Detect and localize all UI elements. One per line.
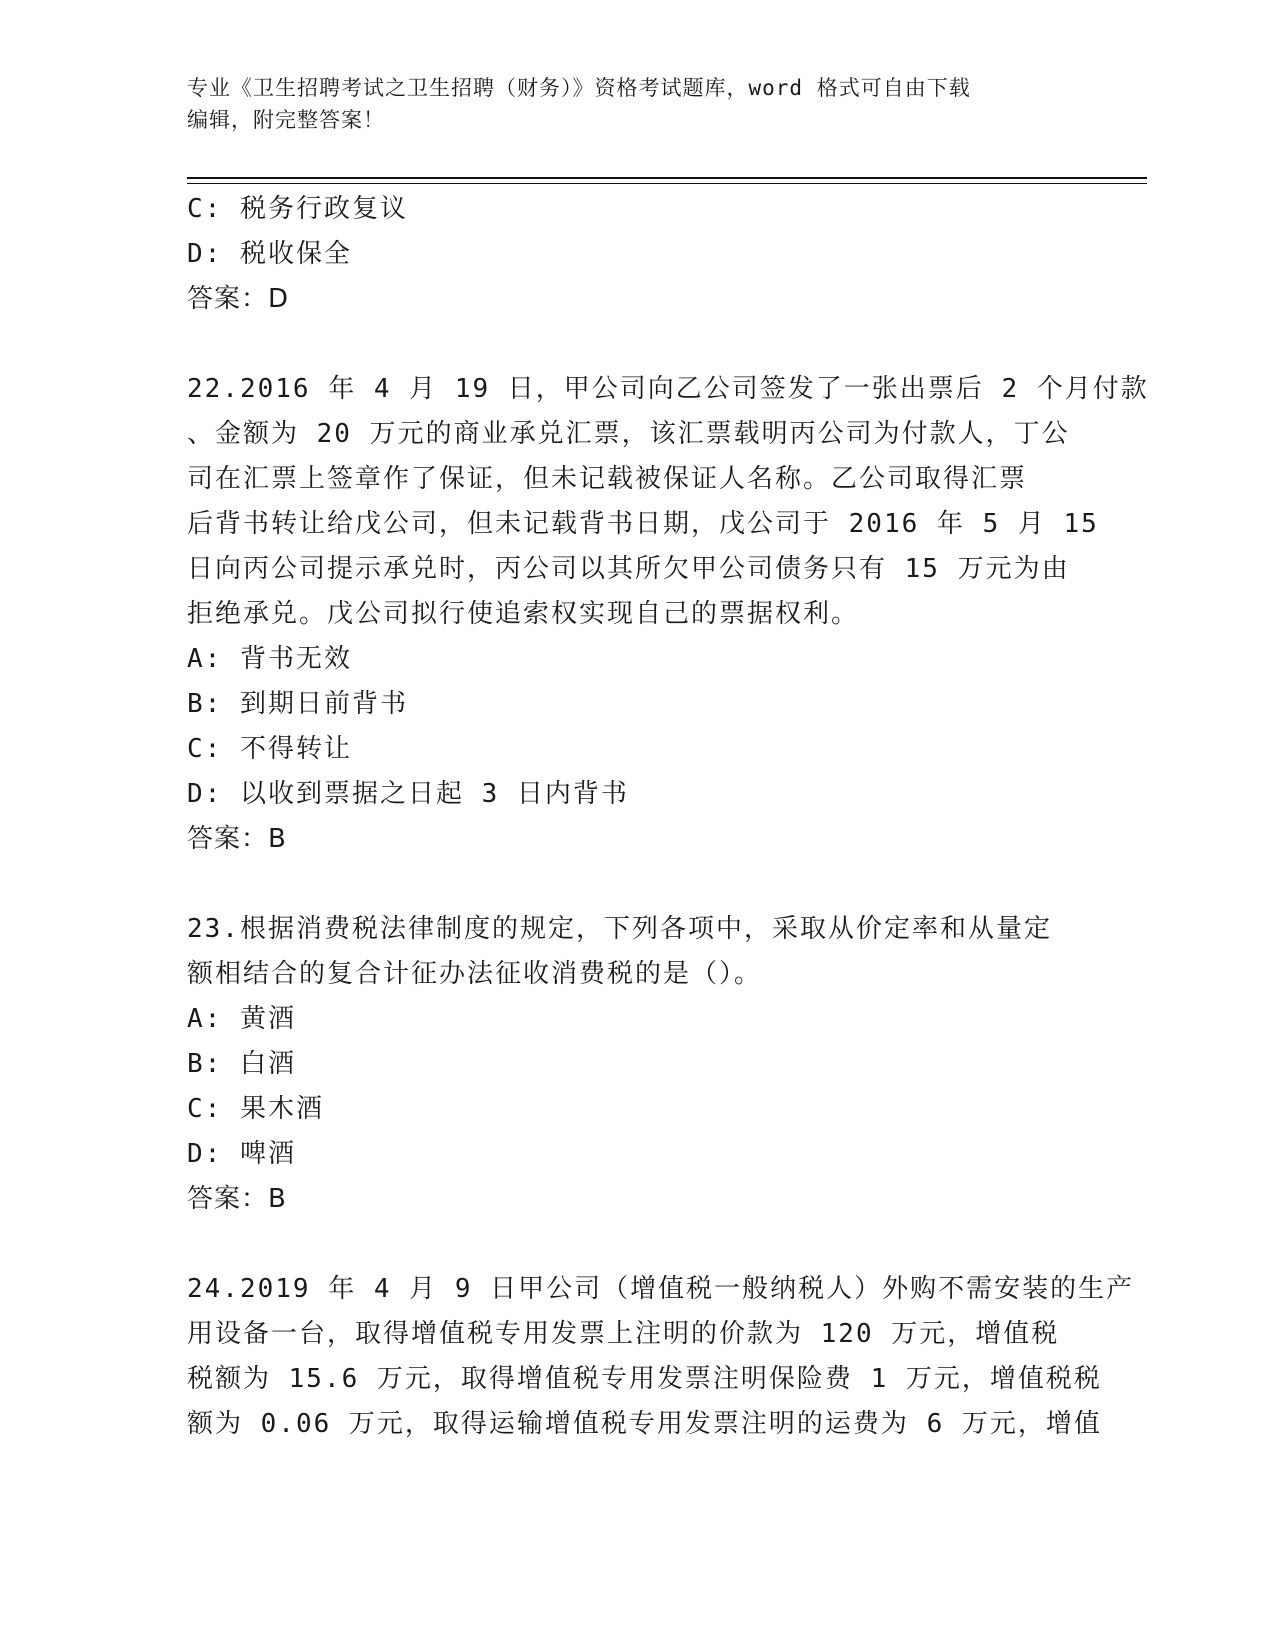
option-b: B: 到期日前背书	[187, 689, 408, 719]
question-stem-line: 后背书转让给戊公司，但未记载背书日期，戊公司于 2016 年 5 月 15	[187, 509, 1099, 539]
question-stem-line: 拒绝承兑。戊公司拟行使追索权实现自己的票据权利。	[187, 599, 860, 629]
answer-line: 答案：B	[187, 1184, 287, 1214]
option-c: C: 果木酒	[187, 1094, 324, 1124]
question-stem-line: 司在汇票上签章作了保证，但未记载被保证人名称。乙公司取得汇票	[187, 464, 1028, 494]
question-22	[187, 367, 1149, 862]
question-stem-line: 用设备一台，取得增值税专用发票上注明的价款为 120 万元，增值税	[187, 1319, 1060, 1349]
question-stem-line: 、金额为 20 万元的商业承兑汇票，该汇票载明丙公司为付款人，丁公	[187, 419, 1070, 449]
question-content	[187, 187, 1149, 1447]
option-c: C: 税务行政复议	[187, 194, 408, 224]
question-stem-line: 额相结合的复合计征办法征收消费税的是（）。	[187, 959, 763, 989]
document-header	[187, 72, 1087, 136]
option-a: A: 背书无效	[187, 644, 352, 674]
option-d: D: 税收保全	[187, 239, 352, 269]
prev-question-block	[187, 187, 1087, 322]
option-d: D: 以收到票据之日起 3 日内背书	[187, 779, 629, 809]
option-b: B: 白酒	[187, 1049, 296, 1079]
spacer	[187, 1222, 1087, 1267]
question-stem-line: 额为 0.06 万元，取得运输增值税专用发票注明的运费为 6 万元，增值	[187, 1409, 1102, 1439]
option-c: C: 不得转让	[187, 734, 352, 764]
option-d: D: 啤酒	[187, 1139, 296, 1169]
question-stem-line: 税额为 15.6 万元，取得增值税专用发票注明保险费 1 万元，增值税税	[187, 1364, 1102, 1394]
question-23	[187, 907, 1087, 1222]
spacer	[187, 862, 1087, 907]
question-stem-line: 23.根据消费税法律制度的规定，下列各项中，采取从价定率和从量定	[187, 914, 1052, 944]
header-rule-thick	[187, 177, 1147, 179]
question-stem-line: 24.2019 年 4 月 9 日甲公司（增值税一般纳税人）外购不需安装的生产	[187, 1274, 1135, 1304]
question-stem-line: 日向丙公司提示承兑时，丙公司以其所欠甲公司债务只有 15 万元为由	[187, 554, 1070, 584]
question-stem-line: 22.2016 年 4 月 19 日，甲公司向乙公司签发了一张出票后 2 个月付款	[187, 374, 1149, 404]
header-rule-thin	[187, 183, 1147, 184]
answer-line: 答案：D	[187, 284, 290, 314]
header-line-2: 编辑，附完整答案！	[187, 108, 385, 132]
header-line-1: 专业《卫生招聘考试之卫生招聘（财务）》资格考试题库，word 格式可自由下载	[187, 76, 971, 100]
option-a: A: 黄酒	[187, 1004, 296, 1034]
spacer	[187, 322, 1087, 367]
question-24	[187, 1267, 1135, 1447]
answer-line: 答案：B	[187, 824, 287, 854]
